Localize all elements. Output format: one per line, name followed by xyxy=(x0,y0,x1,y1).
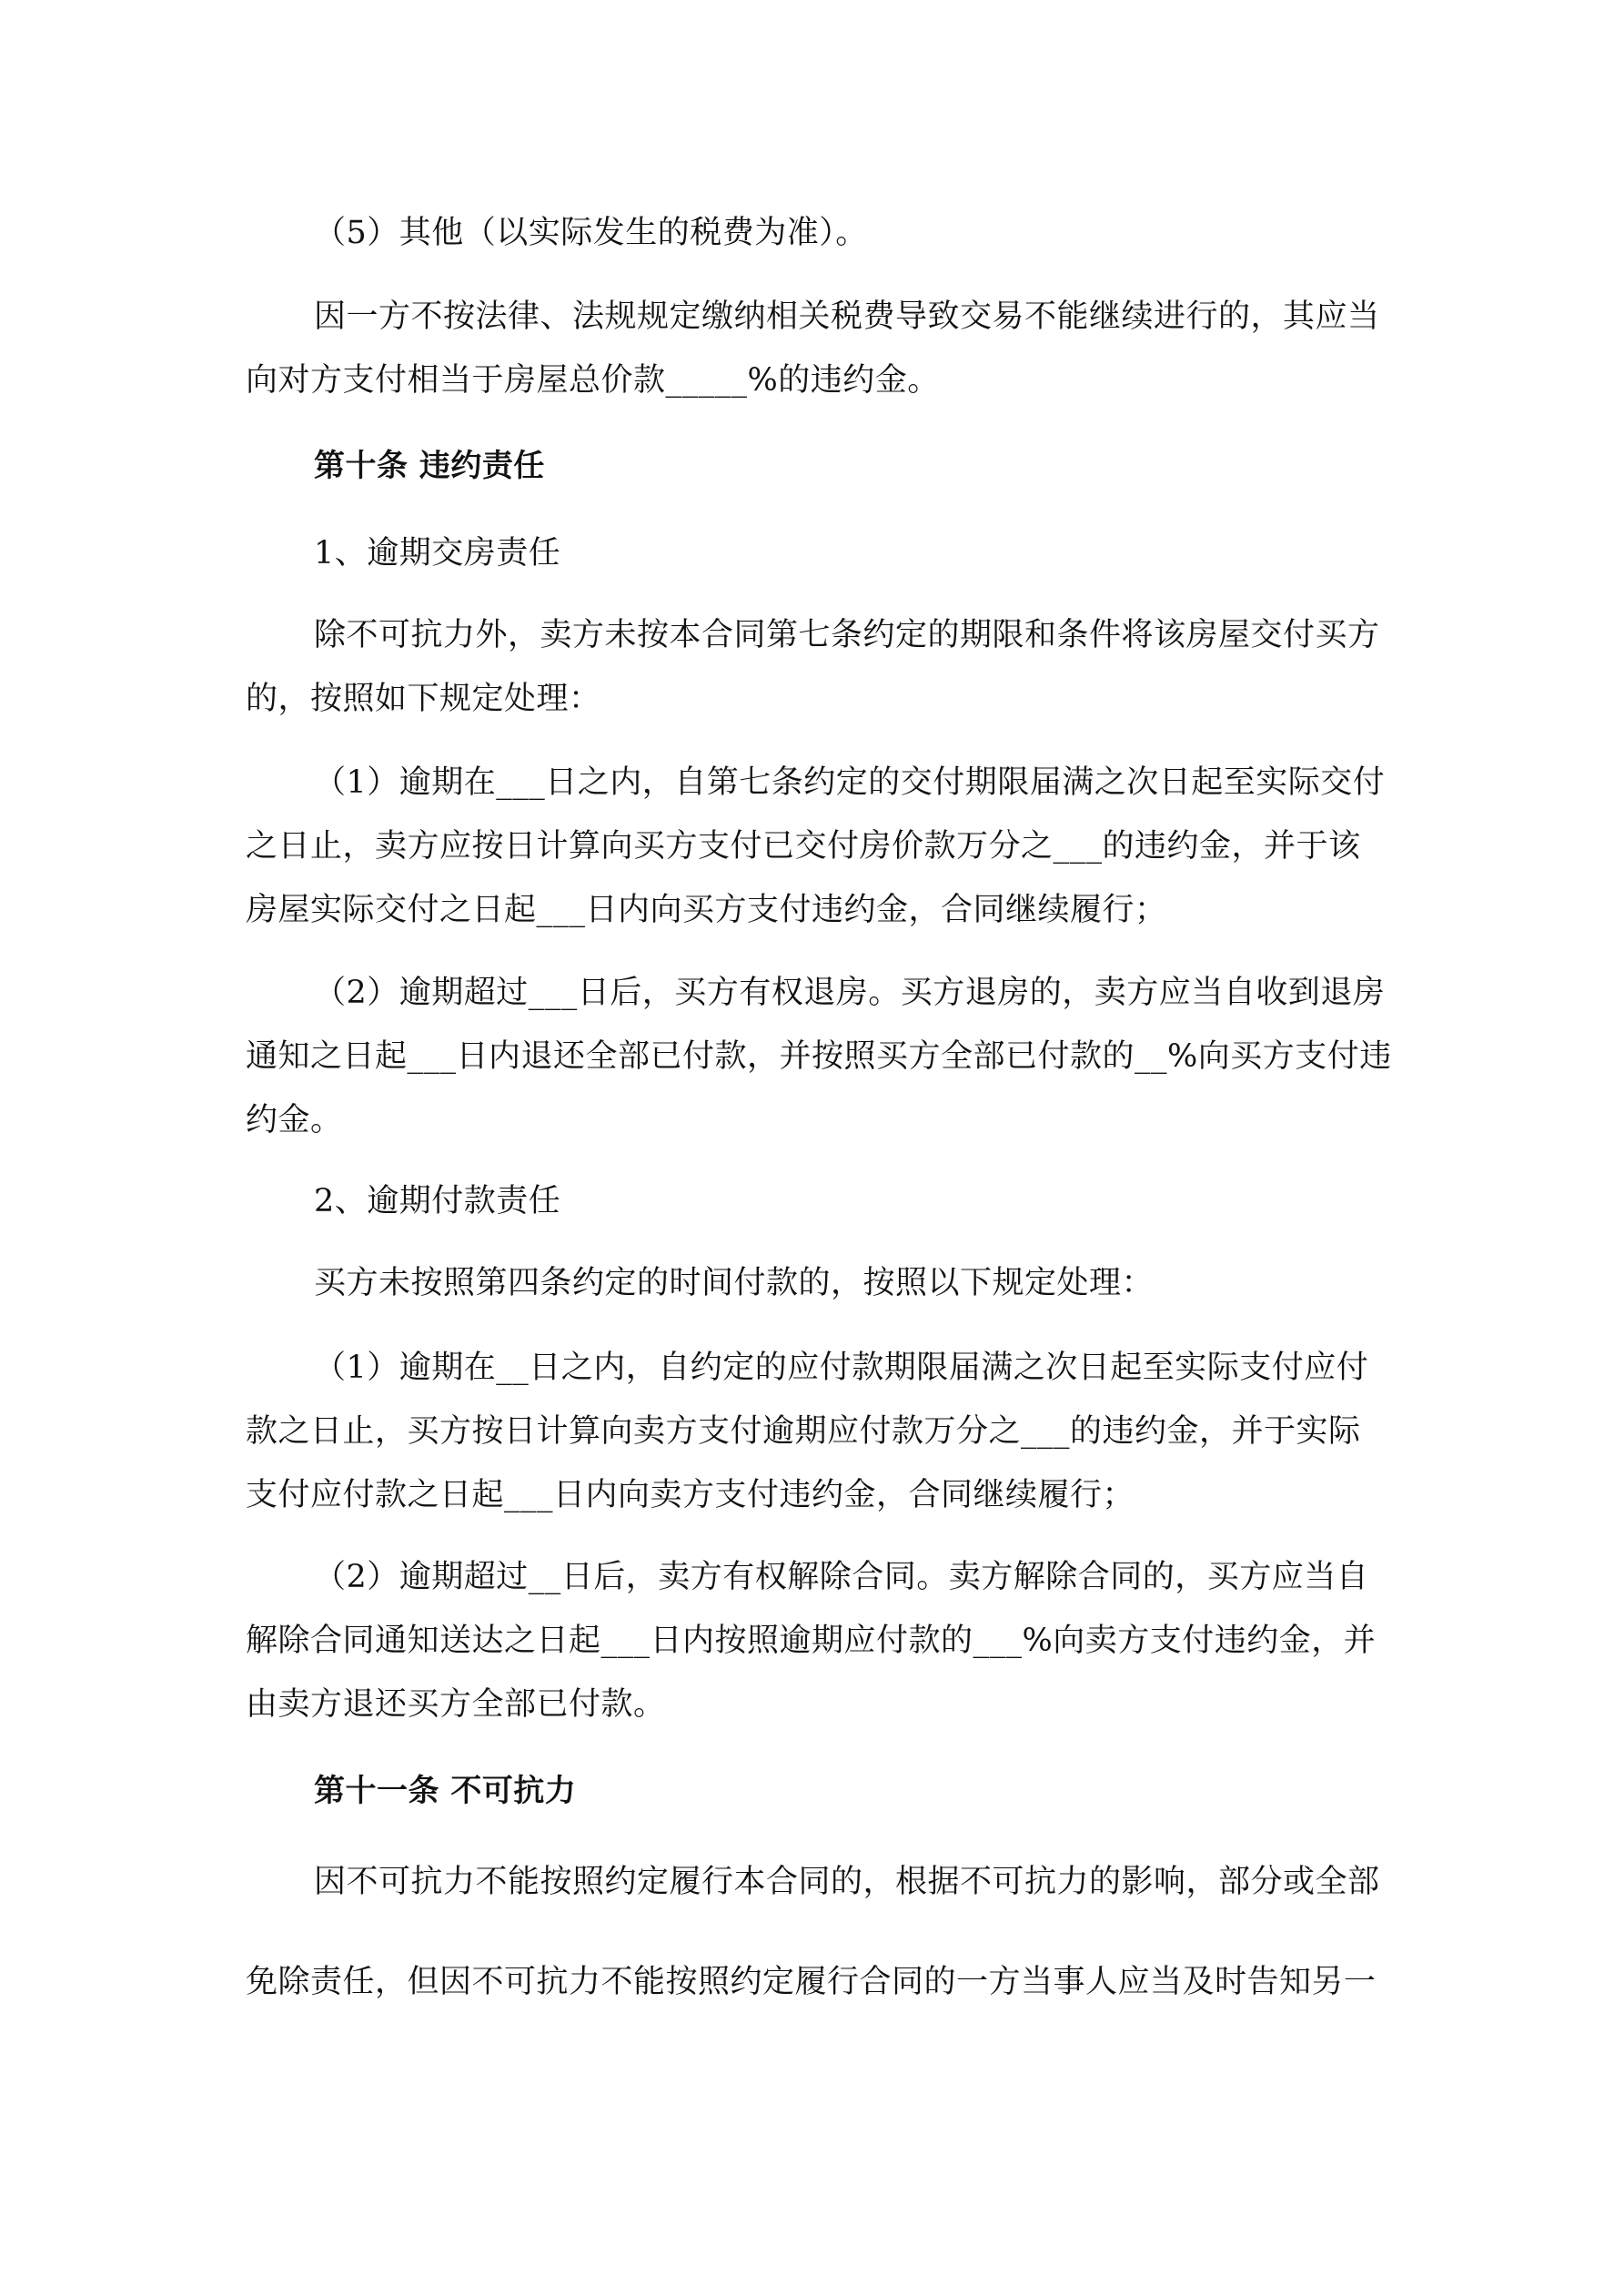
tax-penalty-line-1: 因一方不按法律、法规规定缴纳相关税费导致交易不能继续进行的，其应当 xyxy=(314,298,1380,335)
section-2-item-2-line-1: （2）逾期超过__日后，卖方有权解除合同。卖方解除合同的，买方应当自 xyxy=(314,1559,1369,1595)
section-1-item-1-line-2: 之日止，卖方应按日计算向买方支付已交付房价款万分之___的违约金，并于该 xyxy=(246,828,1361,865)
article-10-heading: 第十条 违约责任 xyxy=(314,448,545,484)
article-11-heading: 第十一条 不可抗力 xyxy=(314,1773,577,1809)
force-majeure-line-2: 免除责任，但因不可抗力不能按照约定履行合同的一方当事人应当及时告知另一 xyxy=(246,1964,1377,2000)
section-2-item-1-line-3: 支付应付款之日起___日内向卖方支付违约金，合同继续履行； xyxy=(246,1477,1135,1513)
tax-other-item: （5）其他（以实际发生的税费为准）。 xyxy=(314,215,868,251)
section-1-intro-line-2: 的，按照如下规定处理： xyxy=(246,681,601,717)
tax-penalty-line-2: 向对方支付相当于房屋总价款_____%的违约金。 xyxy=(246,362,940,399)
section-2-intro: 买方未按照第四条约定的时间付款的，按照以下规定处理： xyxy=(314,1265,1155,1301)
force-majeure-line-1: 因不可抗力不能按照约定履行本合同的，根据不可抗力的影响，部分或全部 xyxy=(314,1864,1380,1900)
section-1-item-2-line-1: （2）逾期超过___日后，买方有权退房。买方退房的，卖方应当自收到退房 xyxy=(314,975,1386,1011)
section-1-intro-line-1: 除不可抗力外，卖方未按本合同第七条约定的期限和条件将该房屋交付买方 xyxy=(314,617,1380,653)
section-2-item-1-line-1: （1）逾期在__日之内，自约定的应付款期限届满之次日起至实际支付应付 xyxy=(314,1350,1369,1386)
section-2-item-2-line-2: 解除合同通知送达之日起___日内按照逾期应付款的___%向卖方支付违约金，并 xyxy=(246,1623,1377,1659)
section-1-item-2-line-2: 通知之日起___日内退还全部已付款，并按照买方全部已付款的__%向买方支付违 xyxy=(246,1038,1392,1075)
section-1-item-2-line-3: 约金。 xyxy=(246,1102,343,1138)
section-2-item-1-line-2: 款之日止，买方按日计算向卖方支付逾期应付款万分之___的违约金，并于实际 xyxy=(246,1413,1361,1450)
section-1-item-1-line-1: （1）逾期在___日之内，自第七条约定的交付期限届满之次日起至实际交付 xyxy=(314,764,1386,801)
section-1-title: 1、逾期交房责任 xyxy=(314,535,561,571)
section-2-item-2-line-3: 由卖方退还买方全部已付款。 xyxy=(246,1686,666,1723)
section-1-item-1-line-3: 房屋实际交付之日起___日内向买方支付违约金，合同继续履行； xyxy=(246,892,1167,928)
section-2-title: 2、逾期付款责任 xyxy=(314,1183,561,1219)
